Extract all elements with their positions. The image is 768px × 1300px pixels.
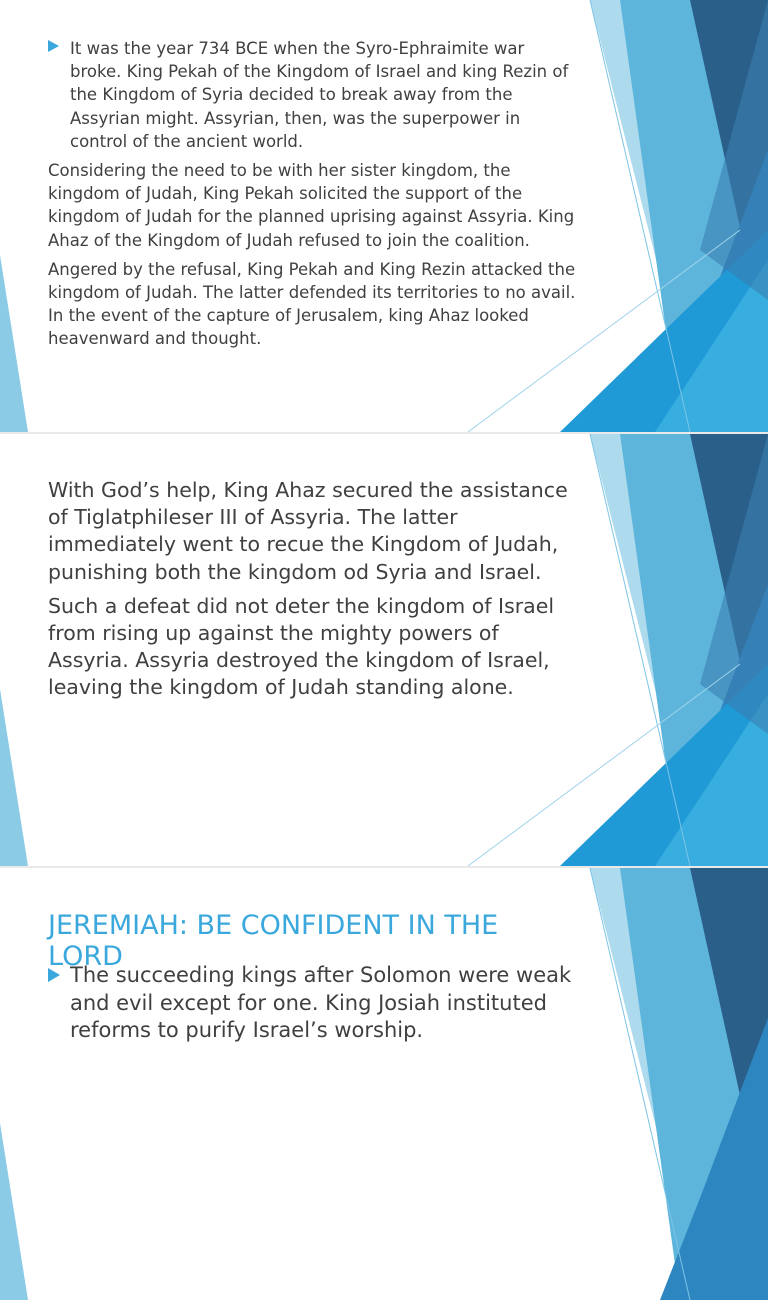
slide-1 <box>0 0 768 432</box>
paragraph: With God’s help, King Ahaz secured the assistance of Tiglatphileser III of Assyria. The latter immediately went to recue the Kingdom of Judah, punishing both the kingdom od Syria and Israel. <box>48 478 568 584</box>
bullet-arrow-icon <box>48 40 59 52</box>
paragraph: Considering the need to be with her sister kingdom, the kingdom of Judah, King Pekah solicited the support of the kingdom of Judah for the planned uprising against Assyria. King Ahaz of the Kingdom of Judah refused to join the coalition. <box>48 161 575 250</box>
slide-title: JEREMIAH: BE CONFIDENT IN THE LORD <box>48 910 499 972</box>
bullet-text: It was the year 734 BCE when the Syro-Ephraimite war broke. King Pekah of the Kingdom of Israel and king Rezin of the Kingdom of Syria decided to break away from the Assyrian might. Assyrian, then, was the superpower in control of the ancient world. <box>70 39 569 151</box>
bullet-item <box>48 37 578 153</box>
bullet-text: The succeeding kings after Solomon were weak and evil except for one. King Josiah instituted reforms to purify Israel’s worship. <box>70 963 572 1042</box>
paragraph: Such a defeat did not deter the kingdom of Israel from rising up against the mighty powers of Assyria. Assyria destroyed the kingdom of Israel, leaving the kingdom of Judah standing alone. <box>48 593 555 700</box>
bullet-arrow-icon <box>48 968 60 982</box>
slide-1-body <box>48 37 578 351</box>
slide-3-body <box>48 962 578 1045</box>
slide-2-body <box>48 477 578 702</box>
paragraph: Angered by the refusal, King Pekah and King Rezin attacked the kingdom of Judah. The latter defended its territories to no avail. In the event of the capture of Jerusalem, king Ahaz looked heavenward and thought. <box>48 259 576 349</box>
slide-2 <box>0 434 768 866</box>
slide-3 <box>0 868 768 1300</box>
bullet-item <box>48 962 578 1045</box>
